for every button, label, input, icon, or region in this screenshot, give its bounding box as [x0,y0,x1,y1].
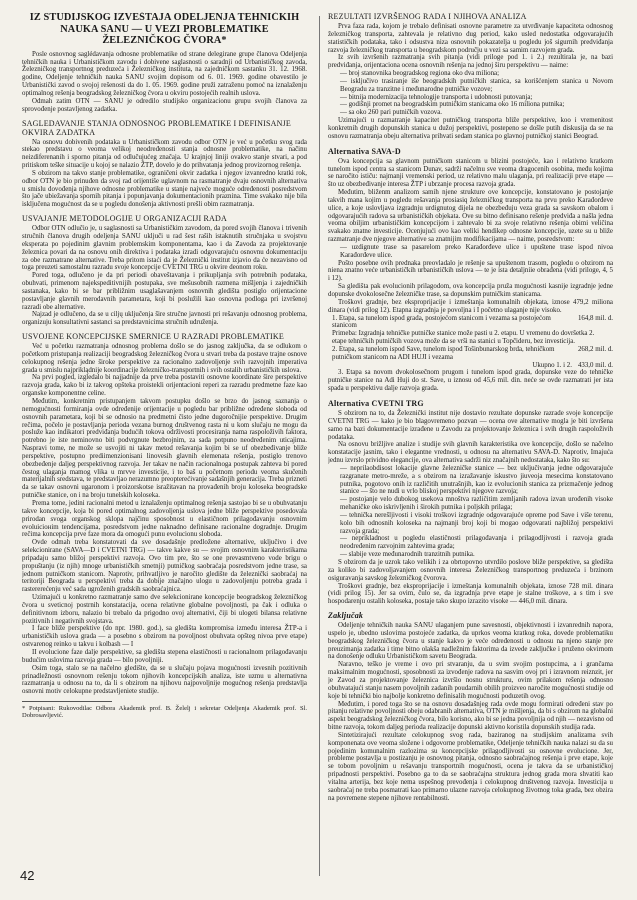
list-item: — neprikladnost u pogledu elastičnosti prilagođavanja i prilagodljivosti i razvoja grada neodređenim razvojnim zahtevima grada; [340,535,613,551]
paragraph: Prema tome, jedini racionalni metod u iznalaženju optimalnog rešenja sastojao bi se u obuhvatanju takve koncepcije, koja bi pored optimalnog zadovoljenja uslova jedne bliže perspektive posedovala prirodan svoga organskog sklopa najčinu sposobnost u elastičnom prilagođavanju osnovnim evoluicioнim tendencijama, posredstvom jedne naknadno definisane racionalne dogradnje. Drugim rečima koncepcija prve faze mora da omogući punu evolucionu sloboda. [22,499,307,539]
paragraph: Na osnovu brižljive analize i studije svih glavnih karakteristika ove koncepcije, došlo se načelno konstatacije jasnim, tako i elegantne vrednosti, u odnosu na alternativu SAVA-D. Naprotiv, Imajuća jednu izvrslo prividno elegancije, ova alternativa sadrži niz značajnih nedostataka, kako što su: [328,441,613,465]
paragraph: Odeljenje tehničkih nauka SANU ulaganjem pune savesnosti, objektivnosti i izvanrednih napora, uspelo je, ubedno uslovima postojeće zadatka, da uprkos veoma kratkog roka, dovede problematiku beogradskog železničkog čvora u stanje kakvo je veće određenosti u odnosu na njeno stanje pre preuzimanja zadatka i time bitno olakša nadležnim faktorima da izvede zaključke i pruženo okvirnom na donošenje odluku Urbanističkom savetu Beograda. [328,622,613,661]
paragraph: Osim toga, stalo se na načelno gledište, da se u slučaju pojava mogućnosti izvesnih pozitivnih prinadležnosti osnovnom rešenju tokom njihovih koncepcijskih analiza, iste uzmu u alternativna razmatranja u odnosu na to, da li s obzirom na njihovu najpovoljnije mogućnog rešenja predstavlja osnovni motiv celokupne predstavljeniete studije. [22,664,307,696]
cost-label: 2. Etapa, sa tunelom ispod Save, tunelom ispod Tošinbunarskog brda, tehničkom putničkom stanicom na ADI HUJI i vezama [332,345,555,361]
paragraph: Odmah zatim OTN — SANU je odredilo studijsko organizacionu grupu svojih članova za sprovođenje postavljenog zadatka. [22,97,307,113]
paragraph: Na osnovu dobivenih podataka u Urbanističkom zavodu odbor OTN je već u početku svog rada stekao predstavu o veoma velikoj neodređenosti stanja odnosne problematike, na načinu neizdiferenanih i sporno pitanja od odlučujućeg značaja. U krajnjoj liniji ovakvo stanje stvari, a pod pritiskom teške situacije u kojoj se nalazio ŽTP, dovelo je do prihvatanja jednog provizornog rešenja. [22,138,307,170]
list-item: — godišnji promet na beogradskim putničkim stanicama oko 16 miliona putnika; [340,101,565,109]
paragraph: Naravno, teško je vreme i ovo pri stvaranju, da u svim svojim postupcima, a i grančama maksimalnim mogućnosti, sposobnosti za izvođenje radova na sasvim ovoj pri i izravnom reiznzit, jer je Zavod za projektovanje železnica izvršio nosnu strukturu, ovim prilakom rešenja odnosno obuhvatajući stanju nasem povoljnih zadanih poudarnih obilih proizveo naročite mogućnosti studije od koje bi tehnički bio najbolje konkretno definisalih mogućnosti poduzetih ovog. [328,661,613,700]
page-number: 42 [20,868,35,883]
paragraph: S obzirom na takvo stanje problematike, ograničeni okvir zadatka i njegov izvanredno kratki rok, odbor OTN je bio prinuđen da svoj rad orijentiše uglavnom na rasmatranje dvaju osnovnih alternativa u smislu dovođenja njihove odnosne problematike u stanje najveće moguće određenosti posredstvom što jače ubiežavanja spornih pitanja i popunjavanja dokumentacionih praznina. Time svakako nije bila isključena mogućnost da se u pogledu donošenja aktivnosti prešli obim razmatranja. [22,169,307,209]
article-title: IZ STUDIJSKOG IZVEŠTAJA ODELJENJA TEHNIČKIH NAUKA SANU — U VEZI PROBLEMATIKE ŽELEZNIČKOG ČVORA* [29,12,300,47]
cost-value: 268,2 mil. d. [577,345,613,353]
list-item: — slabije veze međunarodnih tranzitnih putnika. [340,551,475,559]
paragraph: Odbor OTN odlučio je, u saglasnosti sa Urbanističkim zavodom, da pored svojih članova i trivenih stručnih članova drugih odeljenja SANU uključi u rad šest raših istaknutih stručnjaka u svojstvu eksperata po pojedinim glavnim problemskim komponentama, kao i da Zavoda za projektovanje železnica povari da na osnovu onih direktiva i podataka izradi odgovarajuću osnovnu dokumentaciju za obe razmatrane alternative. Treba pritom istaći da je Železnički institut izjavio da će nezavisno od toga preuzeti samostalnu razradu svoje koncepcije CVETNI TRG u okvire deonom roku. [22,225,307,272]
paragraph: S obzirom na to, da Železnički institut nije dostavio rezultate dopunske razrade svoje koncepcije CVETNI TRG — kako je bio blagovremeno pozvan — ocena ove alternative mogla je biti izvršena samo na bazi dokumentacije izrađene u Zavodu za projektovanje železnica i svih drugih raspoloživih podataka. [328,409,613,441]
paragraph: Uzimajući u razmatranje kapacitet putničkog transporta bliže perspektive, koo i vremenitost konkretnih drugih dopunskih stanica u dužoj perspektivi, postepeno se došle putih diskusija da se na osnovu razmatranja obeju alternativa prihvati sedam stanica po glavnoj putničkoj stanici Beograd. [328,117,613,140]
document-page [22,12,622,892]
section-heading: Alternativa CVETNI TRG [328,398,424,408]
paragraph: Međutim, bliženm analizom samih njene strukture ove koncepcije, konstatovano je postojanje takvih mana kojim u pogledu rešavanja prosiasiq železničkog transporta na prvu preko Karađorđeve ulice, a koje uslovljava izgradnju urdignutog dijela ne obezbeđuju veza grada sa savskom obalom i odgovarajućih radova sa urbanističkih objekata. Ove su bitno definisano rešenje predviđa a našla jedna veoma obiljim urbanističkim koncepcijom i zahtevalo bi za svoje relativno rešenja obimi veličina svakako znatne investicije. Ocenjujući ovo kao veliki hendikep odnosne koncepcije, uzete su u bliže razmatranje dve njegove alternative sa znatnijim modifikacijama — naime, posredstvom: [328,189,613,244]
paragraph: Troškovi gradnje, bez eksproprijacije i izmeštanja komunalnih objekata, iznose 479,2 miliona dinara (vidi prilog 12). Etapna izgradnja je povoljna i I početno ulaganje nije visoko. [328,298,613,314]
section-heading: USVAJANJE METODOLOGIJE U ORGANIZACIJI RADA [22,214,227,224]
list-item: — tehnička nerešljivosti i visoki troškovi izgradnje odgovarajuće opreme pod Save i više terenu, kolo bih odnosnih koloseka na najmanji broj koji bi mogao odgovarati najbližoj perspektivi razvoja grada; [340,511,613,535]
list-item: — uzdignute trase sa pasarelom preko Karađorđeve ulice i upuštene trase ispod nivoa Karađorđeve ulice. [340,243,613,259]
paragraph: Pored toga, odlučeno je da pri periodi obaveštavanja i prikupljanja svih potrebnih podataka, obuhvati, primenom najekspeditivnijih postupaka, sve mešusobnih razmena mišljenja i zajedničkih sastanaka, kako bi se bar približnim usaglašavanjem osnovnih gledišta postiglo orijentacione postavljanje glavnih merodavnih parametara, koji bi poslužili kao osnovna podloga pri izvršenoj razradi obe alternative. [22,272,307,311]
paragraph: Ovde odmah treba konstatovati da sve dosadašnje predložene alternative, uključivo i dve selekcionirane (SAVA—D i CVETNI TRG) — takve kakve su — svojim osnovnim karakteristikama pripadaju samo bližoj perspektivi razvoja. Ovo tim pre, što se one prevasmtveno vode brigu o propuštanju (iz njih) mnoge urbanističkih smetnji) putničkog saobraćaja posredstvom jedne trase, sa jednom putničkom stanicom. Naprotiv, prihvatljivo je naročito gledište da železnički saobraćaj na teritoriji Beograda u perspektivi treba da dobije značajno ulogu u zadovoljenju potreba grada i rastererećenju već sada ugroženih gradskih saobraćajnica. [22,539,307,594]
list-item: — bitnija modernizacija tehnologije transporta i udobnosti putovanja; [340,93,533,101]
paragraph: Prva faza rada, kojom je trebalo definisati osnovne parametre za utvrđivanje kapaciteta odnosnog železničkog transporta, zahtevala je relativno dug period, kako usled nedostatka odgovarajućih statističkih podataka, tako i odsustva niza osnovnih pokazatelja u pogledu još sigurnih predviđanja razvoja železničkog transporta u beogradskom području u vezi sa samim razvojem grada. [328,23,613,54]
list-item: — isključivo trasiranje iše beogradskih putničkih stanica, sa korišćenjem stanica u Novom Beogradu za tranzitne i međunarodne putničke vozove; [340,77,613,93]
list-item: — neprilaobdisost lokacije glavne železničke stanice — bez uključivanja jedne odgovarajuće razgranate metro-mreže, a s obzirom na izražavanje iskustvo jiuveoja mesecima konstatovano putnika, pogotovo onih iz različitih unutrašnjih, kao iz evolucionih stanica za prizmačenje jednog stanice — što ne nudi u vrlo bliskoj perspektivi njegove razvoja; [340,464,613,496]
cost-row [328,346,613,362]
list-item: — postojanje velo dubokog usekova mnoštva različitim zemljanih radova izvan urođenih visoke mehaničke oko iskrivljenih i širokih putnika i poljskih prilaga; [340,496,613,512]
cost-row [328,330,613,346]
paragraph: Međutim, i pored toga što se na osnovu dosadašnjeg rada ovde mogu formirati određeni stav po pitanju relativne povoljnosti obeju odabranih alternativa, OTN je mišljenja, da bi s obzirom na globalni aspekt beogradskog železničkog čvora, bilo korisno, ako bi se jedna povoljnija od njih — nezavisno od bitne razvoja, tokom daljeg perioda realizacije dopunski aktivno koristila dopunskih studija rada. [328,700,613,732]
paragraph: Uzimajući u konkretno razmatranje samo dve selekcionirane koncepcije beogradskog železničkog čvora u sveticnoj postrnih konstatacija, ocena relativne globalne povoljnosti, pa čak i odluka o definitivnom izboru, nalazio bi trebalo da prigodno ovoj alternativi, čiji bi ulogeti bilansa relativne pozitivnih i negativnih svojstava. [22,594,307,625]
cost-label: 1. Etapa, sa tunelom ispod grada, postojećom stanicom i vezama sa postojećom stanicom [332,314,551,330]
paragraph: Međutim, konkretnim pristupanjem takvom postupku došlo se brzo do jasnog saznanja o nemogućnosti formiranja ovde određenije orijentacije u pogledu bar približne određene sloboda od osnovnih parametara, koji bi se odnosio na predmetni čisto jedne dugoročnijie perspektive. Drugim rečima, počelo je postavljanja perioda vezana burnog društvenog rasta ni u kom slučaju ne mogu da posluže kao indikatori predviđanja budućih tokova održivosti procesiranja nama raspoloživih faktora, potrebno je iste neminovno biti podvrgnute bezbrojnim, za sada potpuno neodređenim uticajima. Naspravi tome, ne može se usvojiti ni takav metod rešavanja kojim bi se uf obezbeđivanje bliže perspektive, postupno prediimenzionisani linovesih glavnih elemenata rešenja, postiglo trenovo obezbeđenje daljeg perspektivnog razvoja. Jer takav ne način racionalnoga postupak zahteva bi pored čestog ulaganja mamog vlika u mrvve investicije, i to baš u početnom periodu veoma skučenih materijalnih sredstava, te predstavljao nerazumno preopterećivanje sadašnjih generacija. Treba prizneti da se takav osnovni ugaronom i proizorskotse isražitavan na provađenih broju koloseka beogradske putničke stanice, on i na broju tunelskih koloseka. [22,398,307,500]
column-divider [319,16,320,876]
cost-label: Ukupno 1. i 2. [532,361,572,369]
section-heading: Zaključak [328,611,364,621]
cost-row-total [328,362,613,370]
section-heading: SAGLEDAVANJE STANJA ODNOSNOG PROBLEMATIKE I DEFINISANJE OKVIRA ZADATKA [22,118,291,137]
paragraph: Posle osnovnog saglédavanja odnosne problematike od strane delegirane grupe članova Odeljenja tehničkih nauka i Urbanističkom zavodu i dobivene saglasnosti o saradnji od Urbanističkog zavoda, Železničkog transportnog preduzeća i Železničkog instituta, na zajedničkom sastanku 31. 12. 1968. godine, Odeljenje tehničkih nauka SANU svojim dopisom od 6. 01. 1969. godine obavestilo je Urbanistički zavod o svojoj rešenosti da do 1. 05. 1969. godine pruži zatraženu pomoć na iznalaženju optimalnog rešenja beogradskog železničkog čvora u okviru postojećih realnih uslova. [22,50,307,97]
cost-value: 164,8 mil. d. [577,314,613,322]
paragraph: Troškovi gradnje, bez eksproprijacije i izmeštanja komunalnih objekata, iznose 728 mil. dinara (vidi prilog 15). Jer sa ovim, čulo se, da izgradnja prve etape je stalne troškove, a s tim i sve hospodarenju ostalih koloseka, postaje tako skupo izrazito visoke — 446,0 mil. dinara. [328,582,613,606]
paragraph: Iz svih izvršenih razmatranja svih pitanja (vidi priloge pod 1. i 2.) rezultirala je, na bazi predviđanja, orijentaciona ocena osnovnih rešenja na jednoj širu perspektivu — naime: [328,54,613,70]
cost-value: 433,0 mil. d. [577,361,613,369]
paragraph: 3. Etapa sa novom dvokolosečnom prugom i tunelom ispod grada, dopunske veze do tehničke putničke stanice na Adi Huji do st. Save, u iznosu od 45,6 mil. din. neće se ovde razmatrati jer ista spada u perspektivu dalje razvoja grada. [328,369,613,393]
section-heading: Alternativa SAVA-D [328,146,401,156]
paragraph: Na prvi pogled, izgledalo bi najjadnije da prve treba postaviti osnovne koordinate šire perspektive razvoja grada, kako bi iz takvog opšteka proistekli orijentacioni reperi za razradu predmetne faze kao organske komponentne celine. [22,374,307,398]
paragraph: Pošto posebne ovih prednaka preovladalo je rešenje sa upuštenom trasom, pogledu o obzirom na niena znatno veće urbanističkih urbanističkih uslova — te je ista detaljniie obrađena (vidi priloge, 4, 5 i 12). [328,259,613,283]
section-heading: USVOJENE KONCEPCIJSKE SMERNICE U RAZRADI PROBLEMATIKE [22,332,284,342]
cost-row [328,315,613,331]
list-item: — sa oko 260 pari putničkih vozova. [340,109,443,117]
section-heading: REZULTATI IZVRŠENOG RADA I NJIHOVA ANALIZA [328,12,527,21]
paragraph: S obzirom da je uzrok tako velikih i za obrtopovno utvrdilo poslove bliže perspektive, sa gledišta za koliko bi zadovoljavanjem osnovnih interesa Železničkog transportnog preduzeća i brzinom osiguravanja savskog železničkog čvorova. [328,559,613,582]
footnote: * Potpisani: Rukovodilac Odbora Akademik prof. B. Želelj i sekretar Odeljenja Akademik prof. Sl. Dobrosavljević. [22,705,307,720]
list-item: — broj stanovnika beogradskog regiona oko dva miliona; [340,70,500,78]
right-column [328,12,613,884]
footnote-divider [22,701,112,702]
paragraph: Ova koncepcija sa glavnom putničkom stanicom u blizini postojeće, kao i relativno kratkom tunelom ispod centra sa stanicom Dunav, sadrži načelnu sve veoma dragocenih osobina, među kojima se naročito ističu: najmanji vremenski period, uz relativno malu ulaganja, pri realizaciji prve etape — što uz obezbeđivanje interesa ŽTP i ubrzanje procesa razvoja grada. [328,157,613,189]
paragraph: I face bliže perspektive (do npr. 1980. god.), sa gledišta kompromisa između interesa ŽTP-a i urbanističkih uslova grada — a posebno s obzirom na povoljnost obuhvata opšteg nivoa prve etape) ostvarenog reinko u takvu i kolbash — I [22,625,307,649]
left-column [22,12,307,884]
paragraph: II evolucione faze daljе perspektive, sa gledišta stepena elastičnosti u racionalnom prilagođavanju budućim uslovima razvoja grada — bilo povoljniji. [22,649,307,664]
paragraph: Već u početku razmatranja odnosnog problema došlo se do jasnog zaključka, da se odlukom o početkom pristupanja realizaciji beogradskog železničkog čvora u stvari treba da postave trajne osnove celokupnog rešenja jedne široke perspektive za racionalno zadovoljenje svih razvojnih imperativa grada u smislu najpriklądnije koordinacije železničko-transportnih i svih ostalih urbanističkih uslova. [22,343,307,374]
paragraph: Sintetizirajući rezultate celokupnog svog rada, baziranog na studijskim analizama svih komponenata ove veoma složene i odgovorne problematike, Odeljenje tehničkih nauka nalazi su da su pojedinim komunalnim razlozima su koncepcijske prilagodljivosti su osnovne evolucione. Jer, probleme postavlja u postizanju je osnovnog pitanja, odnosno saobraćajnog rešenja i prve etape, koje se tobom povoljnim u rešavanju transportnih mogućnosti, ocena je takva da se urbanističkoj pripadnosti perspektivi. Posebno ga to da se saobraćajna struktura jednog grada mora shvatiti kao vitalna arterija, bez koje nema uspešnog prevođenja i celokupnog društvenog razvoja. Investicija u saobraćaj ne treba posmatrati kao primarno ulazne razvoja celokupnog životnog toka grada, bez obzira na povremene stepene njihove rentabilnosti. [328,731,613,802]
paragraph: Sa gledišta pak evolucionih prilagodom, ova koncepcija pruža mogućnosti kasnije izgradnje jedne dopunske dvokolosečne železničke trase, sa dopunskim putničkim stanicama. [328,283,613,298]
paragraph: Najzad je odlučeno, da se u ciljų uključenja šire stručne javnosti pri rešavanju odnosnog problema, organizuju konsultativni sastanci sa predstavnicima stručnih udruženja. [22,311,307,327]
cost-label: Primeba: Izgradnja tehničke putničke stanice može pasti u 2. etapu. U vremenu do dovršetka 2. etape tehničkih putničkih vozova može da se vrši na stanici u Topčideru, bez investicija. [332,330,595,346]
